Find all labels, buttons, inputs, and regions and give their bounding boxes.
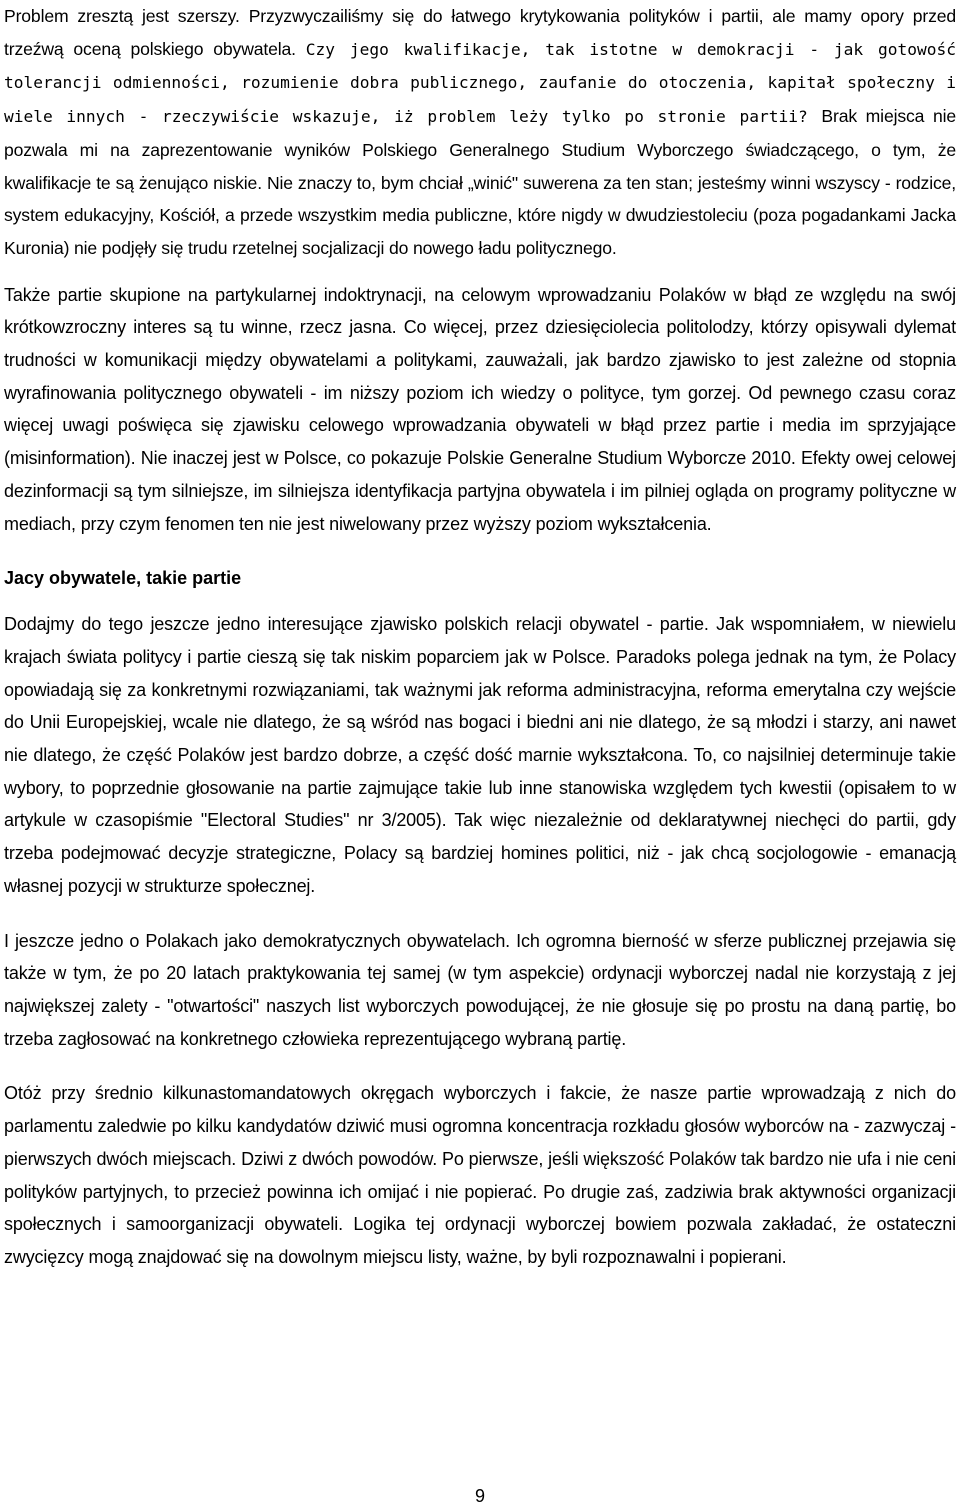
paragraph-1-text-d: Nie znaczy to, bym chciał „winić" suwerena za ten stan; jesteśmy winni wszyscy - rodzice, system edukacyjny, Kościół, a przede wszystkim media publiczne, które nigdy w dwudziestoleciu (poza pogadankami Jacka Kuronia) nie podjęły się trudu rzetelnej socjalizacji do nowego ładu politycznego. [4,172,956,258]
paragraph-3: Dodajmy do tego jeszcze jedno interesujące zjawisko polskich relacji obywatel - partie. Jak wspomniałem, w niewielu krajach świata politycy i partie cieszą się tak niskim poparciem jak w Polsce. Paradoks polega jednak na tym, że Polacy opowiadają się za konkretnymi rozwiązaniami, tak ważnymi jak reforma administracyjna, reforma emerytalna czy wejście do Unii Europejskiej, wcale nie dlatego, że są wśród nas bogaci i biedni ani nie dlatego, że są młodzi i starzy, ani nawet nie dlatego, że część Polaków jest bardzo dobrze, a część dość marnie wykształcona. To, co najsilniej determinuje takie wybory, to poprzednie głosowanie na partie zajmujące takie lub inne stanowiska względem tych kwestii (opisałem to w artykule w czasopiśmie "Electoral Studies" nr 3/2005). Tak więc niezależnie od deklaratywnej niechęci do partii, gdy trzeba podejmować decyzje strategiczne, Polacy są bardziej homines politici, niż - jak chcą socjologowie - emanacją własnej pozycji w strukturze społecznej. [4,614,956,896]
paragraph-1-text-c: Brak miejsca nie pozwala mi na zaprezentowanie wyników Polskiego Generalnego Studium Wyborczego świadczącego, o tym, że kwalifikacje te są żenująco niskie. [4,106,956,193]
paragraph-1-text-a: Problem zresztą jest szerszy. Przyzwyczailiśmy się do łatwego krytykowania polityków i partii, ale mamy opory przed trzeźwą oceną polskiego obywatela. [4,6,956,59]
document-page [4,0,956,1274]
page-number: 9 [474,1486,485,1506]
paragraph-1-text-b: Czy jego kwalifikacje, tak istotne w demokracji - jak gotowość tolerancji odmienności, rozumienie dobra publicznego, zaufanie do otoczenia, kapitał społeczny i wiele innych - rzeczywiście wskazuje, iż problem leży tylko po stronie partii? [4,39,956,127]
section-heading: Jacy obywatele, takie partie [4,568,242,589]
paragraph-4: I jeszcze jedno o Polakach jako demokratycznych obywatelach. Ich ogromna bierność w sferze publicznej przejawia się także w tym, że po 20 latach praktykowania tej samej (w tym aspekcie) ordynacji wyborczej nadal nie korzystają z jej największej zalety - "otwartości" naszych list wyborczych powodującej, że nie głosuje się po prostu na daną partię, bo trzeba zagłosować na konkretnego człowieka reprezentującego wybraną partię. [4,930,956,1049]
paragraph-5: Otóż przy średnio kilkunastomandatowych okręgach wyborczych i fakcie, że nasze partie wprowadzają z nich do parlamentu zaledwie po kilku kandydatów dziwić musi ogromna koncentracja rozkładu głosów wyborców na - zazwyczaj - pierwszych dwóch miejscach. Dziwi z dwóch powodów. Po pierwsze, jeśli większość Polaków tak bardzo nie ufa i nie ceni polityków partyjnych, to przecież powinna ich omijać i nie popierać. Po drugie zaś, zadziwia brak aktywności organizacji społecznych i samoorganizacji obywateli. Logika tej ordynacji wyborczej bowiem pozwala zakładać, że ostateczni zwycięzcy mogą znajdować się na dowolnym miejscu listy, ważne, by byli rozpoznawalni i popierani. [4,1083,956,1267]
paragraph-1 [4,0,956,265]
paragraph-2: Także partie skupione na partykularnej indoktrynacji, na celowym wprowadzaniu Polaków w błąd ze względu na swój krótkowzroczny interes są tu winne, rzecz jasna. Co więcej, przez dziesięciolecia politolodzy, którzy opisywali dylemat trudności w komunikacji między obywatelami a politykami, zauważali, jak bardzo zjawisko to jest zależne od stopnia wyrafinowania politycznego obywateli - im niższy poziom ich wiedzy o polityce, tym gorzej. Od pewnego czasu coraz więcej uwagi poświęca się zjawisku celowego wprowadzania obywateli w błąd przez partie i media im sprzyjające (misinformation). Nie inaczej jest w Polsce, co pokazuje Polskie Generalne Studium Wyborcze 2010. Efekty owej celowej dezinformacji są tym silniejsze, im silniejsza identyfikacja partyjna obywatela i im pilniej ogląda on programy polityczne w mediach, przy czym fenomen ten nie jest niwelowany przez wyższy poziom wykształcenia. [4,284,956,534]
